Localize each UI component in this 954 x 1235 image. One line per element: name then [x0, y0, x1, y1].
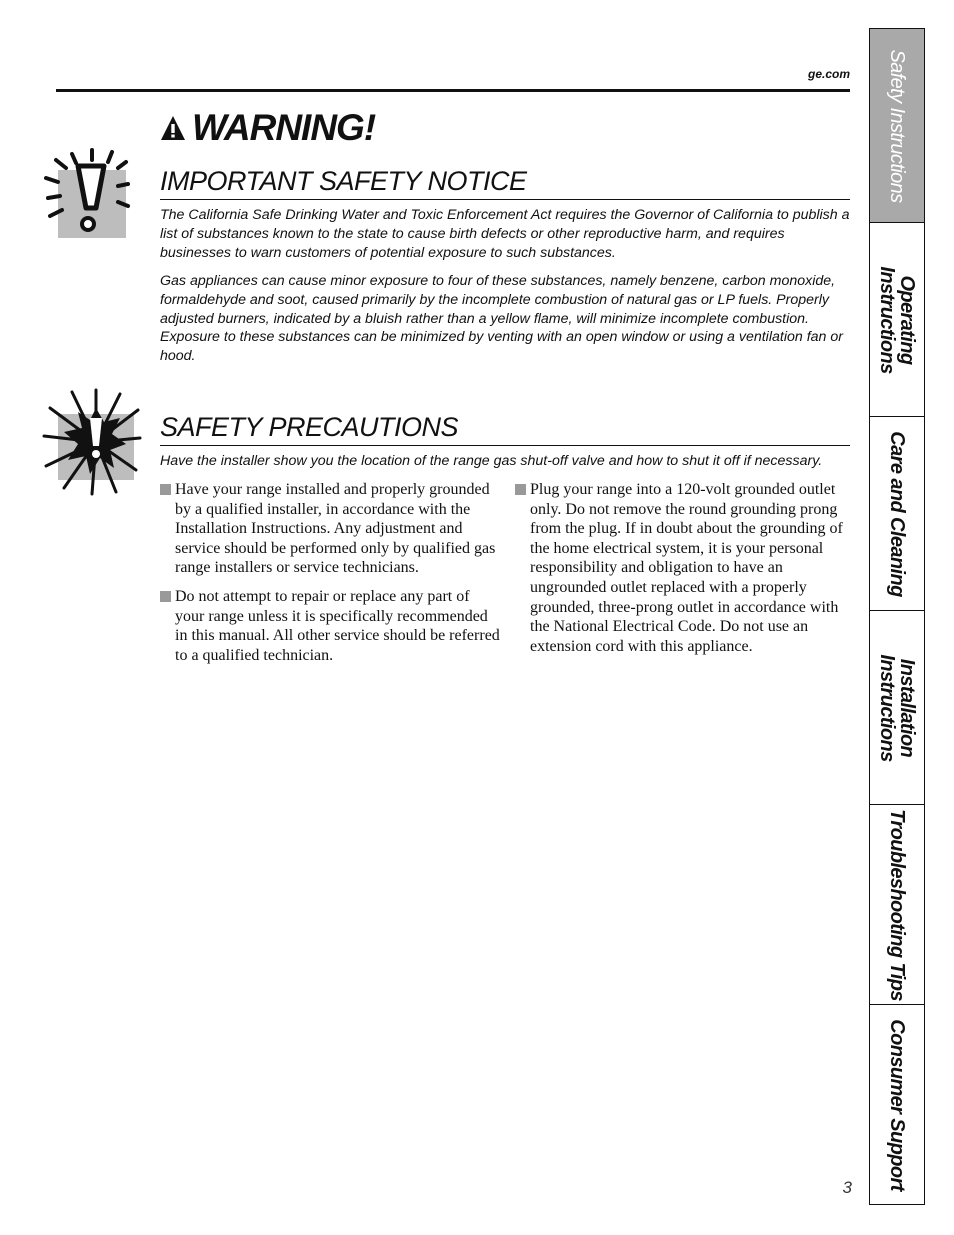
tab-troubleshooting-tips[interactable] — [869, 804, 925, 1004]
tab-label: Consumer Support — [886, 1018, 908, 1191]
bullet-square-icon — [160, 591, 171, 602]
top-rule — [56, 89, 850, 92]
list-item-text: Have your range installed and properly grounded by a qualified installer, in accordance with the Installation Instructions. Any adjustment and service should be performed only by qualified gas range installers or service technicians. — [175, 481, 496, 577]
tab-safety-instructions[interactable] — [869, 28, 925, 222]
list-item-text: Do not attempt to repair or replace any part of your range unless it is specifically recommended in this manual. All other service should be referred to a qualified technician. — [175, 587, 500, 664]
precautions-column-left — [160, 480, 500, 674]
notice-paragraph-1: The California Safe Drinking Water and Toxic Enforcement Act requires the Governor of California to publish a list of substances known to the state to cause birth defects or other reproductive harm, and requires businesses to warn customers of potential exposure to such substances. — [160, 207, 850, 261]
warning-banner — [160, 106, 375, 150]
list-item-text: Plug your range into a 120-volt grounded outlet only. Do not remove the round grounding prong from the plug. If in doubt about the grounding of the home electrical system, it is your personal responsibility and obligation to have an ungrounded outlet replaced with a properly grounded, three-prong outlet in accordance with the National Electrical Code. Do not use an extension cord with this appliance. — [530, 481, 843, 655]
exclamation-burst-icon — [42, 148, 132, 240]
precautions-column-right — [515, 480, 855, 665]
precautions-rule — [160, 445, 850, 446]
tab-label: Safety Instructions — [886, 48, 908, 203]
page-number: 3 — [842, 1178, 852, 1197]
list-item — [160, 587, 500, 665]
precautions-intro: Have the installer show you the location of the range gas shut-off valve and how to shut it off if necessary. — [160, 453, 823, 469]
bullet-square-icon — [160, 484, 171, 495]
list-item — [515, 480, 855, 656]
precautions-heading: SAFETY PRECAUTIONS — [160, 412, 459, 442]
tab-label: Care and Cleaning — [886, 430, 908, 597]
notice-rule — [160, 199, 850, 200]
warning-triangle-icon — [160, 115, 186, 141]
tab-consumer-support[interactable] — [869, 1004, 925, 1205]
warning-title: WARNING! — [192, 107, 376, 148]
tab-operating-instructions[interactable] — [869, 222, 925, 416]
tab-care-and-cleaning[interactable] — [869, 416, 925, 610]
tab-label: Troubleshooting Tips — [886, 808, 908, 1001]
notice-paragraph-2: Gas appliances can cause minor exposure to four of these substances, namely benzene, carbon monoxide, formaldehyde and soot, caused primarily by the incomplete combustion of natural gas or LP fuels. Properly adjusted burners, indicated by a bluish rather than a yellow flame, will minimize incomplete combustion. Exposure to these substances can be minimized by venting with an open window or using a ventilation fan or hood. — [160, 273, 843, 365]
tab-label: Installation Instructions — [876, 653, 918, 762]
exclamation-starburst-icon — [42, 388, 142, 496]
notice-heading: IMPORTANT SAFETY NOTICE — [160, 166, 527, 196]
tab-installation-instructions[interactable] — [869, 610, 925, 804]
tab-label: Operating Instructions — [876, 265, 918, 374]
bullet-square-icon — [515, 484, 526, 495]
list-item — [160, 480, 500, 578]
site-url: ge.com — [807, 67, 850, 81]
